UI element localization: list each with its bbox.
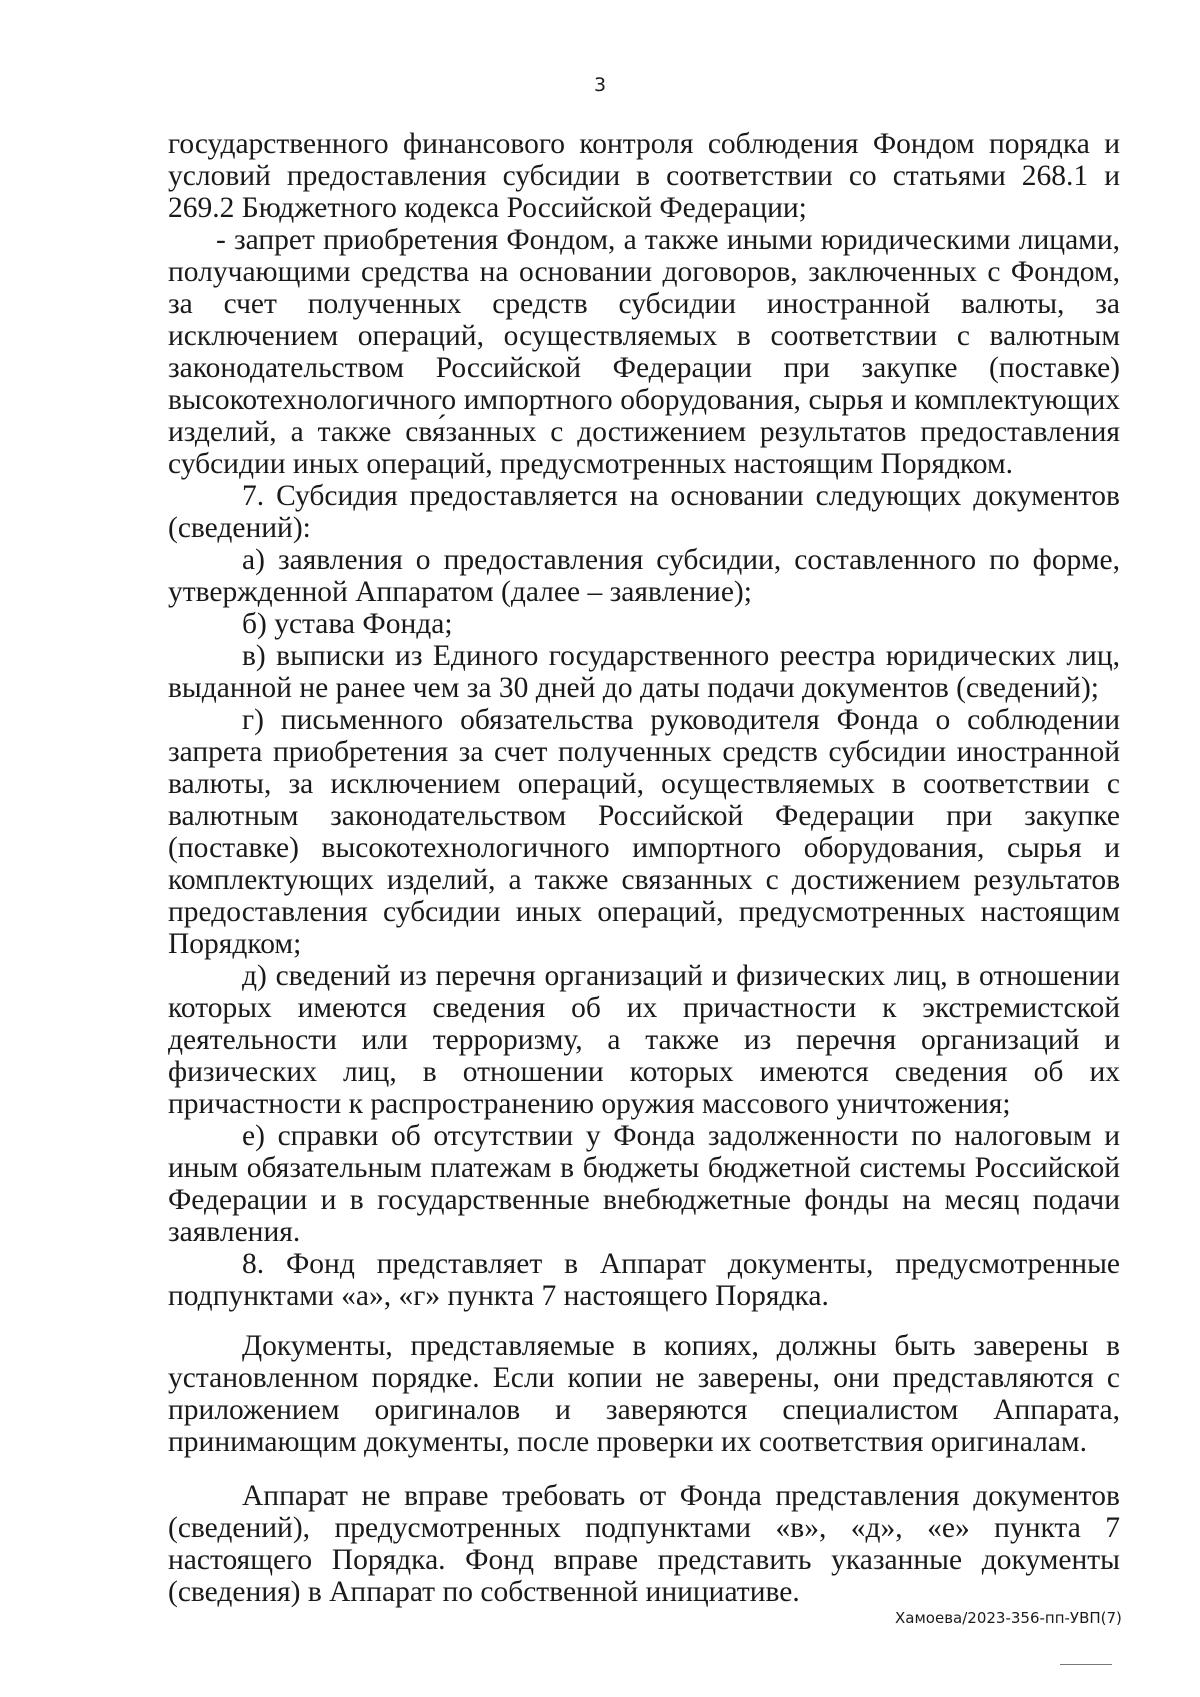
paragraph-item-8: 8. Фонд представляет в Аппарат документы, предусмотренные подпунктами «а», «г» пункта 7 настоящего Порядка.	[168, 1248, 1120, 1312]
paragraph-apparatus-may-not-require: Аппарат не вправе требовать от Фонда представления документов (сведений), предусмотренных подпунктами «в», «д», «е» пункта 7 настоящего Порядка. Фонд вправе представить указанные документы (сведения) в Аппарат по собственной инициативе.	[168, 1480, 1120, 1608]
paragraph-copies-certification: Документы, представляемые в копиях, должны быть заверены в установленном порядке. Если копии не заверены, они представляются с приложением оригиналов и заверяются специалистом Аппарата, принимающим документы, после проверки их соответствия оригиналам.	[168, 1330, 1120, 1458]
footer-divider	[1060, 1664, 1112, 1665]
paragraph-subitem-e: е) справки об отсутствии у Фонда задолженности по налоговым и иным обязательным платежам в бюджеты бюджетной системы Российской Федерации и в государственные внебюджетные фонды на месяц подачи заявления.	[168, 1120, 1120, 1248]
paragraph-subitem-a: а) заявления о предоставления субсидии, составленного по форме, утвержденной Аппаратом (далее – заявление);	[168, 544, 1120, 608]
paragraph-subitem-d: д) сведений из перечня организаций и физических лиц, в отношении которых имеются сведения об их причастности к экстремистской деятельности или терроризму, а также из перечня организаций и физических лиц, в отношении которых имеются сведения об их причастности к распространению оружия массового уничтожения;	[168, 960, 1120, 1120]
document-body	[168, 128, 1120, 1608]
paragraph-subitem-g: г) письменного обязательства руководителя Фонда о соблюдении запрета приобретения за счет полученных средств субсидии иностранной валюты, за исключением операций, осуществляемых в соответствии с валютным законодательством Российской Федерации при закупке (поставке) высокотехнологичного импортного оборудования, сырья и комплектующих изделий, а также связанных с достижением результатов предоставления субсидии иных операций, предусмотренных настоящим Порядком;	[168, 704, 1120, 960]
paragraph-item-7: 7. Субсидия предоставляется на основании следующих документов (сведений):	[168, 480, 1120, 544]
footer-document-code: Хамоева/2023-356-пп-УВП(7)	[895, 1609, 1122, 1627]
page-number: 3	[593, 74, 607, 96]
paragraph-subitem-v: в) выписки из Единого государственного реестра юридических лиц, выданной не ранее чем за 30 дней до даты подачи документов (сведений);	[168, 640, 1120, 704]
paragraph-state-control-continuation: государственного финансового контроля соблюдения Фондом порядка и условий предоставления субсидии в соответствии со статьями 268.1 и 269.2 Бюджетного кодекса Российской Федерации;	[168, 128, 1120, 224]
paragraph-currency-purchase-ban: - запрет приобретения Фондом, а также иными юридическими лицами, получающими средства на основании договоров, заключенных с Фондом, за счет полученных средств субсидии иностранной валюты, за исключением операций, осуществляемых в соответствии с валютным законодательством Российской Федерации при закупке (поставке) высокотехнологичного импортного оборудования, сырья и комплектующих изделий, а также свя́занных с достижением результатов предоставления субсидии иных операций, предусмотренных настоящим Порядком.	[168, 224, 1120, 480]
paragraph-subitem-b: б) устава Фонда;	[242, 608, 453, 640]
